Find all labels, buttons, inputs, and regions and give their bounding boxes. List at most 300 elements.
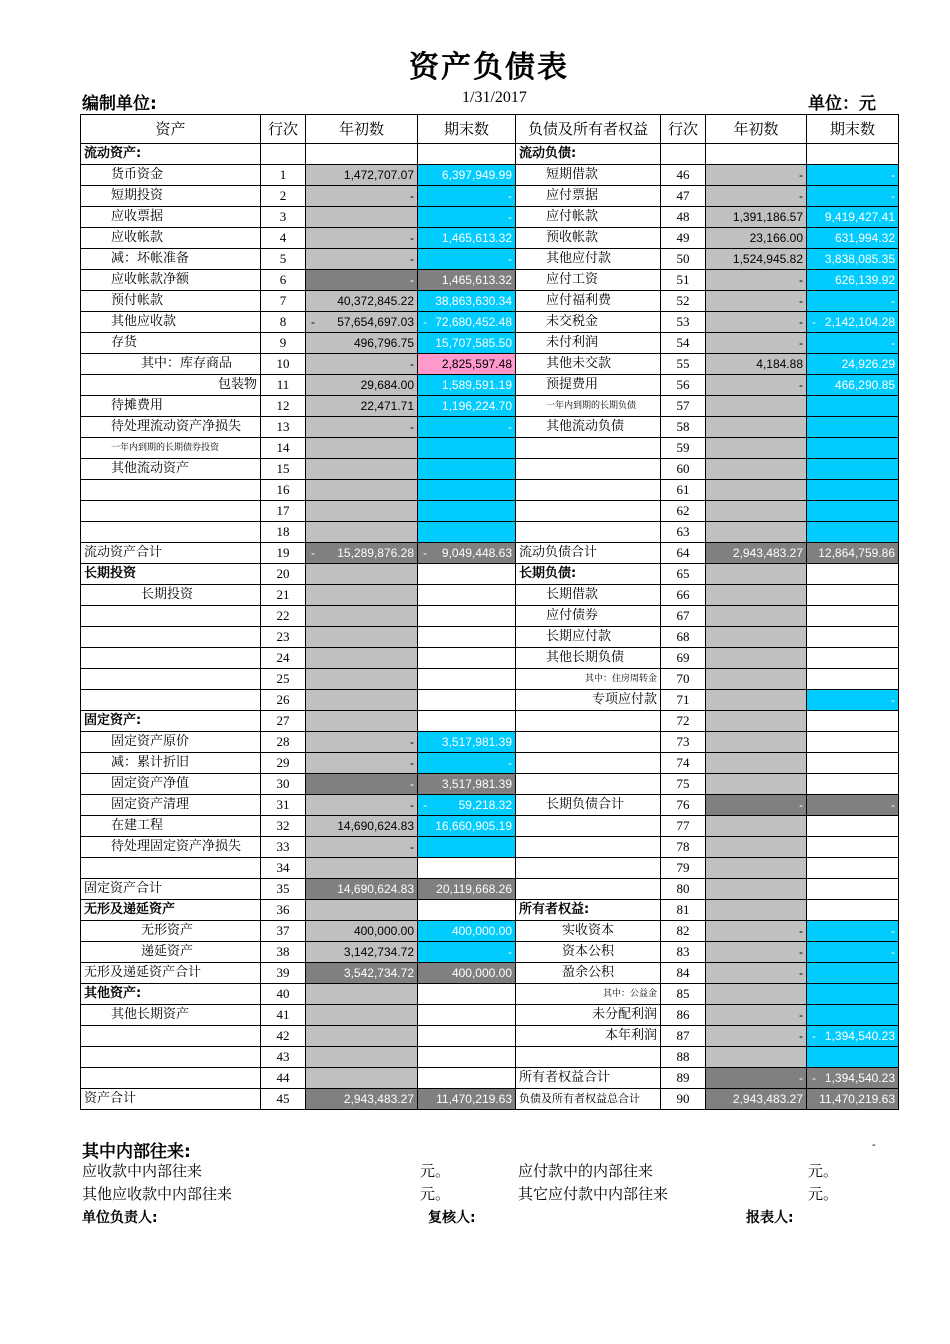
liability-line-no: 69	[661, 648, 706, 669]
liability-line-no: 51	[661, 270, 706, 291]
liability-line-no: 62	[661, 501, 706, 522]
asset-begin-value	[306, 627, 418, 648]
cell-value: 1,589,591.19	[441, 378, 512, 392]
asset-label: 长期投资	[81, 585, 261, 606]
liability-begin-value	[706, 858, 807, 879]
asset-end-value	[418, 543, 516, 564]
asset-begin-value	[306, 501, 418, 522]
asset-label: 固定资产:	[81, 711, 261, 732]
liability-begin-value	[706, 627, 807, 648]
cell-value: 23,166.00	[749, 231, 803, 245]
asset-line-no: 31	[261, 795, 306, 816]
asset-begin-value	[306, 900, 418, 921]
asset-line-no: 7	[261, 291, 306, 312]
table-row	[81, 459, 899, 480]
table-row	[81, 921, 899, 942]
asset-end-value	[418, 438, 516, 459]
asset-end-value	[418, 1047, 516, 1068]
liability-begin-value	[706, 459, 807, 480]
liability-end-value	[807, 207, 899, 228]
asset-label: 应收帐款	[81, 228, 261, 249]
cell-value: -	[799, 336, 803, 350]
asset-end-value	[418, 312, 516, 333]
liability-line-no: 48	[661, 207, 706, 228]
asset-begin-value	[306, 837, 418, 858]
cell-value: 59,218.32	[458, 798, 512, 812]
cell-value: 466,290.85	[834, 378, 895, 392]
liability-label: 所有者权益:	[516, 900, 661, 921]
asset-line-no: 15	[261, 459, 306, 480]
liability-label: 未付利润	[516, 333, 661, 354]
cell-value: 1,394,540.23	[824, 1029, 895, 1043]
asset-end-value	[418, 207, 516, 228]
table-row	[81, 375, 899, 396]
liability-line-no	[661, 144, 706, 165]
asset-end-value	[418, 942, 516, 963]
cell-value: 1,472,707.07	[343, 168, 414, 182]
liability-line-no: 54	[661, 333, 706, 354]
liability-label: 实收资本	[516, 921, 661, 942]
liability-begin-value	[706, 753, 807, 774]
ap-internal-unit: 元。	[808, 1162, 839, 1180]
liability-line-no: 70	[661, 669, 706, 690]
asset-label	[81, 690, 261, 711]
liability-end-value	[807, 396, 899, 417]
cell-value: 631,994.32	[834, 231, 895, 245]
liability-end-value	[807, 228, 899, 249]
cell-value: 1,465,613.32	[441, 273, 512, 287]
asset-line-no: 39	[261, 963, 306, 984]
liability-end-value	[807, 312, 899, 333]
liability-end-value	[807, 774, 899, 795]
liability-begin-value	[706, 942, 807, 963]
asset-end-value	[418, 879, 516, 900]
liability-label	[516, 732, 661, 753]
asset-begin-value	[306, 690, 418, 711]
cell-value: 15,707,585.50	[435, 336, 512, 350]
table-row	[81, 984, 899, 1005]
negative-sign: -	[812, 1071, 816, 1085]
liability-begin-value	[706, 921, 807, 942]
cell-value: -	[891, 336, 895, 350]
asset-begin-value	[306, 207, 418, 228]
liability-begin-value	[706, 186, 807, 207]
asset-begin-value	[306, 921, 418, 942]
liability-begin-value	[706, 165, 807, 186]
liability-end-value	[807, 1068, 899, 1089]
col-header-begin: 年初数	[306, 115, 418, 144]
table-row	[81, 648, 899, 669]
cell-value: -	[410, 252, 414, 266]
liability-end-value	[807, 585, 899, 606]
liability-begin-value	[706, 564, 807, 585]
cell-value: 57,654,697.03	[337, 315, 414, 329]
liability-label: 其他流动负债	[516, 417, 661, 438]
cell-value: 3,142,734.72	[343, 945, 414, 959]
table-header-row	[81, 115, 899, 144]
liability-label	[516, 858, 661, 879]
asset-label	[81, 669, 261, 690]
table-row	[81, 1005, 899, 1026]
liability-begin-value	[706, 732, 807, 753]
asset-begin-value	[306, 543, 418, 564]
cell-value: -	[799, 378, 803, 392]
asset-end-value	[418, 963, 516, 984]
asset-label: 流动资产合计	[81, 543, 261, 564]
asset-end-value	[418, 648, 516, 669]
asset-end-value	[418, 1026, 516, 1047]
asset-label: 其他长期资产	[81, 1005, 261, 1026]
liability-label: 未分配利润	[516, 1005, 661, 1026]
negative-sign: -	[423, 546, 427, 560]
cell-value: 12,864,759.86	[818, 546, 895, 560]
table-row	[81, 585, 899, 606]
cell-value: -	[891, 798, 895, 812]
cell-value: -	[891, 924, 895, 938]
asset-line-no: 2	[261, 186, 306, 207]
liability-label	[516, 774, 661, 795]
cell-value: -	[410, 231, 414, 245]
asset-label: 一年内到期的长期债券投资	[81, 438, 261, 459]
asset-line-no	[261, 144, 306, 165]
table-row	[81, 606, 899, 627]
liability-line-no: 53	[661, 312, 706, 333]
cell-value: -	[799, 924, 803, 938]
liability-line-no: 73	[661, 732, 706, 753]
table-row	[81, 438, 899, 459]
liability-label: 专项应付款	[516, 690, 661, 711]
liability-begin-value	[706, 1005, 807, 1026]
liability-line-no: 71	[661, 690, 706, 711]
asset-line-no: 22	[261, 606, 306, 627]
liability-label	[516, 1047, 661, 1068]
asset-end-value	[418, 417, 516, 438]
asset-label: 长期投资	[81, 564, 261, 585]
ar-internal-label: 应收款中内部往来	[82, 1162, 203, 1180]
table-row	[81, 333, 899, 354]
asset-end-value	[418, 669, 516, 690]
liability-line-no: 84	[661, 963, 706, 984]
asset-label	[81, 1047, 261, 1068]
table-row	[81, 879, 899, 900]
liability-end-value	[807, 1026, 899, 1047]
asset-line-no: 44	[261, 1068, 306, 1089]
asset-label: 递延资产	[81, 942, 261, 963]
asset-end-value	[418, 1005, 516, 1026]
liability-end-value	[807, 480, 899, 501]
asset-end-value	[418, 627, 516, 648]
liability-label: 一年内到期的长期负债	[516, 396, 661, 417]
liability-end-value	[807, 1089, 899, 1110]
asset-label	[81, 858, 261, 879]
asset-label: 在建工程	[81, 816, 261, 837]
asset-end-value	[418, 795, 516, 816]
liability-begin-value	[706, 1089, 807, 1110]
cell-value: 3,542,734.72	[343, 966, 414, 980]
asset-begin-value	[306, 564, 418, 585]
liability-end-value	[807, 417, 899, 438]
asset-line-no: 6	[261, 270, 306, 291]
cell-value: 38,863,630.34	[435, 294, 512, 308]
liability-begin-value	[706, 963, 807, 984]
liability-label: 未交税金	[516, 312, 661, 333]
col-header-line: 行次	[261, 115, 306, 144]
liability-begin-value	[706, 375, 807, 396]
asset-begin-value	[306, 1026, 418, 1047]
asset-begin-value	[306, 375, 418, 396]
liability-end-value	[807, 522, 899, 543]
liability-label	[516, 522, 661, 543]
liability-begin-value	[706, 396, 807, 417]
col-header-assets: 资产	[81, 115, 261, 144]
liability-line-no: 56	[661, 375, 706, 396]
asset-begin-value	[306, 1089, 418, 1110]
cell-value: 40,372,845.22	[337, 294, 414, 308]
table-row	[81, 501, 899, 522]
asset-label	[81, 522, 261, 543]
cell-value: -	[410, 798, 414, 812]
asset-label: 待处理固定资产净损失	[81, 837, 261, 858]
cell-value: 2,943,483.27	[343, 1092, 414, 1106]
asset-begin-value	[306, 585, 418, 606]
asset-end-value	[418, 564, 516, 585]
report-title: 资产负债表	[409, 50, 569, 85]
liability-end-value	[807, 333, 899, 354]
asset-label: 其他应收款	[81, 312, 261, 333]
asset-label: 固定资产原价	[81, 732, 261, 753]
liability-end-value	[807, 921, 899, 942]
liability-end-value	[807, 249, 899, 270]
liability-label: 其他未交款	[516, 354, 661, 375]
table-row	[81, 291, 899, 312]
asset-begin-value	[306, 417, 418, 438]
liability-line-no: 47	[661, 186, 706, 207]
col-header-line-2: 行次	[661, 115, 706, 144]
liability-line-no: 60	[661, 459, 706, 480]
liability-label	[516, 879, 661, 900]
liability-line-no: 46	[661, 165, 706, 186]
liability-begin-value	[706, 333, 807, 354]
asset-line-no: 45	[261, 1089, 306, 1110]
liability-end-value	[807, 501, 899, 522]
asset-line-no: 27	[261, 711, 306, 732]
liability-line-no: 52	[661, 291, 706, 312]
table-row	[81, 165, 899, 186]
cell-value: 626,139.92	[834, 273, 895, 287]
liability-begin-value	[706, 774, 807, 795]
asset-line-no: 13	[261, 417, 306, 438]
asset-line-no: 1	[261, 165, 306, 186]
cell-value: 6,397,949.99	[441, 168, 512, 182]
asset-line-no: 23	[261, 627, 306, 648]
table-row	[81, 354, 899, 375]
cell-value: -	[799, 273, 803, 287]
footer-dash: -	[872, 1138, 876, 1151]
table-row	[81, 774, 899, 795]
cell-value: -	[508, 252, 512, 266]
asset-end-value	[418, 585, 516, 606]
asset-label	[81, 627, 261, 648]
cell-value: -	[799, 798, 803, 812]
asset-label: 减：坏帐准备	[81, 249, 261, 270]
cell-value: 3,517,981.39	[441, 777, 512, 791]
cell-value: -	[799, 294, 803, 308]
col-header-liabilities: 负债及所有者权益	[516, 115, 661, 144]
liability-label: 长期负债:	[516, 564, 661, 585]
currency-label: 单位：元	[808, 94, 876, 114]
oar-internal-unit: 元。	[420, 1185, 451, 1203]
liability-line-no: 50	[661, 249, 706, 270]
table-row	[81, 963, 899, 984]
liability-end-value	[807, 459, 899, 480]
table-row	[81, 669, 899, 690]
liability-label: 资本公积	[516, 942, 661, 963]
asset-label: 存货	[81, 333, 261, 354]
liability-label	[516, 480, 661, 501]
asset-begin-value	[306, 879, 418, 900]
asset-begin-value	[306, 312, 418, 333]
cell-value: -	[799, 1029, 803, 1043]
head-label: 单位负责人:	[82, 1210, 158, 1226]
cell-value: -	[799, 966, 803, 980]
table-row	[81, 627, 899, 648]
negative-sign: -	[311, 315, 315, 329]
asset-line-no: 26	[261, 690, 306, 711]
liability-line-no: 67	[661, 606, 706, 627]
cell-value: 9,419,427.41	[824, 210, 895, 224]
liability-begin-value	[706, 648, 807, 669]
review-label: 复核人:	[428, 1210, 476, 1226]
asset-label	[81, 1068, 261, 1089]
cell-value: -	[410, 777, 414, 791]
liability-begin-value	[706, 228, 807, 249]
asset-begin-value	[306, 522, 418, 543]
cell-value: -	[891, 693, 895, 707]
asset-end-value	[418, 186, 516, 207]
liability-begin-value	[706, 312, 807, 333]
asset-line-no: 10	[261, 354, 306, 375]
liability-line-no: 86	[661, 1005, 706, 1026]
table-row	[81, 837, 899, 858]
asset-line-no: 38	[261, 942, 306, 963]
asset-line-no: 4	[261, 228, 306, 249]
asset-end-value	[418, 606, 516, 627]
liability-end-value	[807, 375, 899, 396]
liability-label: 应付工资	[516, 270, 661, 291]
cell-value: 11,470,219.63	[436, 1092, 512, 1106]
asset-begin-value	[306, 270, 418, 291]
asset-line-no: 14	[261, 438, 306, 459]
asset-line-no: 5	[261, 249, 306, 270]
cell-value: 2,142,104.28	[824, 315, 895, 329]
asset-line-no: 8	[261, 312, 306, 333]
asset-begin-value	[306, 963, 418, 984]
asset-label: 待处理流动资产净损失	[81, 417, 261, 438]
asset-begin-value	[306, 753, 418, 774]
preparer-label: 报表人:	[746, 1210, 794, 1226]
report-date: 1/31/2017	[462, 89, 527, 106]
cell-value: -	[799, 1071, 803, 1085]
liability-end-value	[807, 669, 899, 690]
cell-value: 24,926.29	[841, 357, 895, 371]
balance-sheet-table	[80, 114, 899, 1110]
cell-value: 1,391,186.57	[732, 210, 803, 224]
liability-line-no: 79	[661, 858, 706, 879]
asset-line-no: 34	[261, 858, 306, 879]
liability-line-no: 82	[661, 921, 706, 942]
negative-sign: -	[311, 546, 315, 560]
liability-end-value	[807, 564, 899, 585]
cell-value: -	[508, 189, 512, 203]
liability-label: 长期负债合计	[516, 795, 661, 816]
cell-value: -	[799, 189, 803, 203]
liability-begin-value	[706, 501, 807, 522]
liability-label: 其他长期负债	[516, 648, 661, 669]
cell-value: 2,943,483.27	[732, 546, 803, 560]
asset-label	[81, 606, 261, 627]
asset-label	[81, 501, 261, 522]
table-row	[81, 186, 899, 207]
liability-begin-value	[706, 1026, 807, 1047]
asset-line-no: 43	[261, 1047, 306, 1068]
liability-line-no: 58	[661, 417, 706, 438]
liability-end-value	[807, 1047, 899, 1068]
liability-line-no: 68	[661, 627, 706, 648]
liability-end-value	[807, 879, 899, 900]
asset-line-no: 32	[261, 816, 306, 837]
table-row	[81, 1089, 899, 1110]
cell-value: -	[508, 420, 512, 434]
liability-end-value	[807, 711, 899, 732]
table-row	[81, 249, 899, 270]
cell-value: 400,000.00	[451, 966, 512, 980]
liability-label: 长期借款	[516, 585, 661, 606]
liability-line-no: 81	[661, 900, 706, 921]
liability-end-value	[807, 858, 899, 879]
liability-line-no: 89	[661, 1068, 706, 1089]
cell-value: -	[410, 420, 414, 434]
asset-line-no: 21	[261, 585, 306, 606]
liability-end-value	[807, 291, 899, 312]
liability-line-no: 80	[661, 879, 706, 900]
cell-value: 1,394,540.23	[824, 1071, 895, 1085]
liability-label: 其他应付款	[516, 249, 661, 270]
asset-label: 其他流动资产	[81, 459, 261, 480]
ar-internal-unit: 元。	[420, 1162, 451, 1180]
liability-begin-value	[706, 837, 807, 858]
liability-line-no: 65	[661, 564, 706, 585]
liability-begin-value	[706, 543, 807, 564]
liability-end-value	[807, 606, 899, 627]
asset-begin-value	[306, 795, 418, 816]
table-row	[81, 1047, 899, 1068]
table-row	[81, 270, 899, 291]
table-row	[81, 480, 899, 501]
asset-begin-value	[306, 711, 418, 732]
asset-begin-value	[306, 669, 418, 690]
liability-label: 其中：公益金	[516, 984, 661, 1005]
asset-end-value	[418, 291, 516, 312]
asset-end-value	[418, 165, 516, 186]
liability-begin-value	[706, 900, 807, 921]
asset-label: 货币资金	[81, 165, 261, 186]
negative-sign: -	[423, 315, 427, 329]
asset-line-no: 30	[261, 774, 306, 795]
asset-begin-value	[306, 1005, 418, 1026]
asset-line-no: 24	[261, 648, 306, 669]
asset-begin-value	[306, 858, 418, 879]
liability-begin-value	[706, 522, 807, 543]
